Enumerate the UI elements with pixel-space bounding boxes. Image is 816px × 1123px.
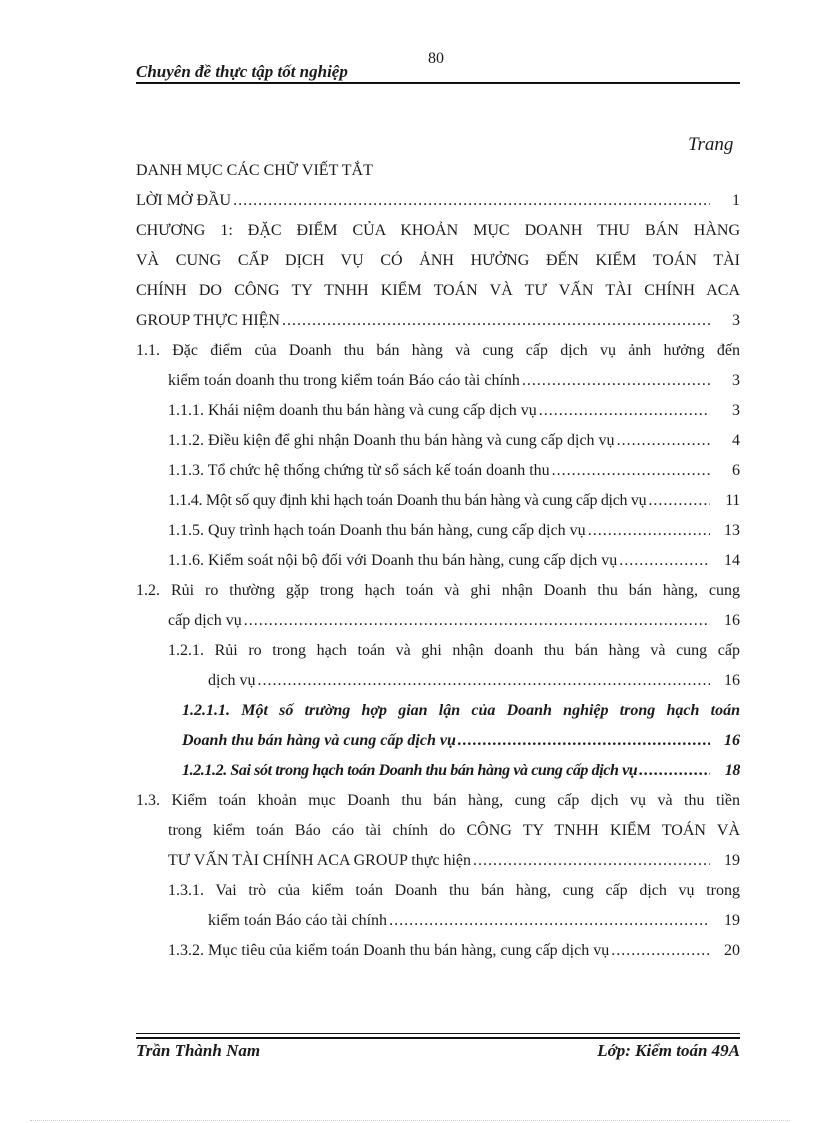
toc-entry-page: 3 [732, 312, 740, 329]
toc-entry-page: 6 [732, 462, 740, 479]
toc-entry [136, 936, 740, 966]
footer-rule-thin [136, 1033, 740, 1034]
footer-class: Lớp: Kiểm toán 49A [597, 1041, 740, 1060]
toc-entry-text: 1.2.1.2. Sai sót trong hạch toán Doanh thu bán hàng và cung cấp dịch vụ [182, 762, 638, 779]
page-number: 80 [428, 50, 444, 67]
toc-leader [615, 426, 710, 456]
toc-entry [136, 366, 740, 396]
toc-entry-text: TƯ VẤN TÀI CHÍNH ACA GROUP thực hiện [168, 852, 472, 869]
toc-entry-text: LỜI MỞ ĐẦU [136, 192, 232, 209]
toc-leader [520, 366, 710, 396]
footer-rule-thick [136, 1037, 740, 1039]
toc-entry-page: 3 [732, 402, 740, 419]
toc-leader [456, 726, 710, 756]
toc-entry-line [136, 246, 740, 276]
toc-entry-text: 1.1. Đặc điểm của Doanh thu bán hàng và cung cấp dịch vụ ảnh hưởng đến [136, 342, 740, 359]
toc-entry-text: 1.3.2. Mục tiêu của kiểm toán Doanh thu bán hàng, cung cấp dịch vụ [168, 942, 610, 959]
toc-entry-text: 1.2. Rủi ro thường gặp trong hạch toán và ghi nhận Doanh thu bán hàng, cung [136, 582, 740, 599]
toc-entry [136, 486, 740, 516]
toc-entry-text: kiểm toán Báo cáo tài chính [208, 912, 388, 929]
toc-entry-page: 16 [724, 612, 740, 629]
toc-leader [550, 456, 710, 486]
header-rule [136, 82, 740, 84]
toc-entry-line [136, 336, 740, 366]
toc-leader [617, 546, 710, 576]
toc-entry-text: DANH MỤC CÁC CHỮ VIẾT TẮT [136, 162, 373, 179]
toc-entry-text: 1.1.4. Một số quy định khi hạch toán Doanh thu bán hàng và cung cấp dịch vụ [168, 492, 647, 509]
toc-entry-line [136, 876, 740, 906]
toc-entry-text: 1.1.3. Tổ chức hệ thống chứng từ sổ sách kế toán doanh thu [168, 462, 550, 479]
toc-entry [136, 666, 740, 696]
toc-entry-page: 16 [724, 672, 740, 689]
toc-leader [256, 666, 710, 696]
toc-entry-page: 16 [724, 732, 740, 749]
toc-entry-text: 1.3.1. Vai trò của kiểm toán Doanh thu bán hàng, cung cấp dịch vụ trong [168, 882, 740, 899]
toc-entry-page: 4 [732, 432, 740, 449]
toc-entry-page: 13 [724, 522, 740, 539]
toc-entry-page: 18 [724, 762, 740, 779]
toc-entry [136, 396, 740, 426]
toc-entry-text: 1.3. Kiểm toán khoản mục Doanh thu bán hàng, cung cấp dịch vụ và thu tiền [136, 792, 740, 809]
toc-entry-text: 1.1.5. Quy trình hạch toán Doanh thu bán hàng, cung cấp dịch vụ [168, 522, 586, 539]
toc-leader [646, 486, 710, 516]
toc-entry-text: 1.1.1. Khái niệm doanh thu bán hàng và cung cấp dịch vụ [168, 402, 537, 419]
toc-entry-line [136, 636, 740, 666]
toc-leader [609, 936, 710, 966]
toc-entry-text: 1.2.1. Rủi ro trong hạch toán và ghi nhận doanh thu bán hàng và cung cấp [168, 642, 740, 659]
toc-entry-text: kiểm toán doanh thu trong kiểm toán Báo cáo tài chính [168, 372, 520, 389]
toc-entry-text: CHÍNH DO CÔNG TY TNHH KIỂM TOÁN VÀ TƯ VẤN TÀI CHÍNH ACA [136, 282, 740, 299]
toc-entry-line [136, 576, 740, 606]
toc-entry [136, 426, 740, 456]
toc-entry [136, 546, 740, 576]
toc-leader [231, 186, 710, 216]
toc-entry-text: trong kiểm toán Báo cáo tài chính do CÔNG TY TNHH KIỂM TOÁN VÀ [168, 822, 740, 839]
toc-entry-text: 1.1.2. Điều kiện để ghi nhận Doanh thu bán hàng và cung cấp dịch vụ [168, 432, 615, 449]
toc-leader [537, 396, 710, 426]
toc-entry [136, 516, 740, 546]
toc-entry-page: 11 [725, 492, 740, 509]
toc-entry-line [136, 216, 740, 246]
toc-entry-line [136, 696, 740, 726]
footer-author: Trần Thành Nam [136, 1041, 261, 1060]
toc-entry-text: CHƯƠNG 1: ĐẶC ĐIỂM CỦA KHOẢN MỤC DOANH THU BÁN HÀNG [136, 222, 740, 239]
toc-heading [136, 156, 740, 186]
toc-entry-text: 1.2.1.1. Một số trường hợp gian lận của Doanh nghiệp trong hạch toán [182, 702, 740, 719]
toc-entry [136, 306, 740, 336]
toc-entry [136, 726, 740, 756]
toc-entry-text: Doanh thu bán hàng và cung cấp dịch vụ [182, 732, 456, 749]
toc-entry-text: cấp dịch vụ [168, 612, 242, 629]
toc-entry [136, 606, 740, 636]
toc-page-column-label: Trang [688, 134, 734, 155]
toc-leader [637, 756, 710, 786]
toc-entry-page: 19 [724, 912, 740, 929]
toc-leader [242, 606, 710, 636]
toc-entry [136, 906, 740, 936]
toc-leader [471, 846, 710, 876]
toc-entry-page: 20 [724, 942, 740, 959]
toc-entry-text: VÀ CUNG CẤP DỊCH VỤ CÓ ẢNH HƯỞNG ĐẾN KIỂM TOÁN TÀI [136, 252, 740, 269]
toc-leader [586, 516, 710, 546]
header-title: Chuyên đề thực tập tốt nghiệp [136, 62, 348, 81]
table-of-contents [136, 156, 740, 966]
toc-entry-text: 1.1.6. Kiểm soát nội bộ đối với Doanh thu bán hàng, cung cấp dịch vụ [168, 552, 618, 569]
toc-entry-text: dịch vụ [208, 672, 256, 689]
toc-entry-line [136, 786, 740, 816]
toc-leader [280, 306, 710, 336]
toc-leader [387, 906, 710, 936]
toc-entry [136, 456, 740, 486]
toc-entry [136, 846, 740, 876]
toc-entry-page: 1 [732, 192, 740, 209]
toc-entry [136, 756, 740, 786]
toc-entry-text: GROUP THỰC HIỆN [136, 312, 280, 329]
toc-entry-line [136, 276, 740, 306]
toc-entry-page: 19 [724, 852, 740, 869]
toc-entry [136, 186, 740, 216]
toc-entry-page: 14 [724, 552, 740, 569]
toc-entry-line [136, 816, 740, 846]
toc-entry-page: 3 [732, 372, 740, 389]
scan-border [30, 1120, 790, 1121]
